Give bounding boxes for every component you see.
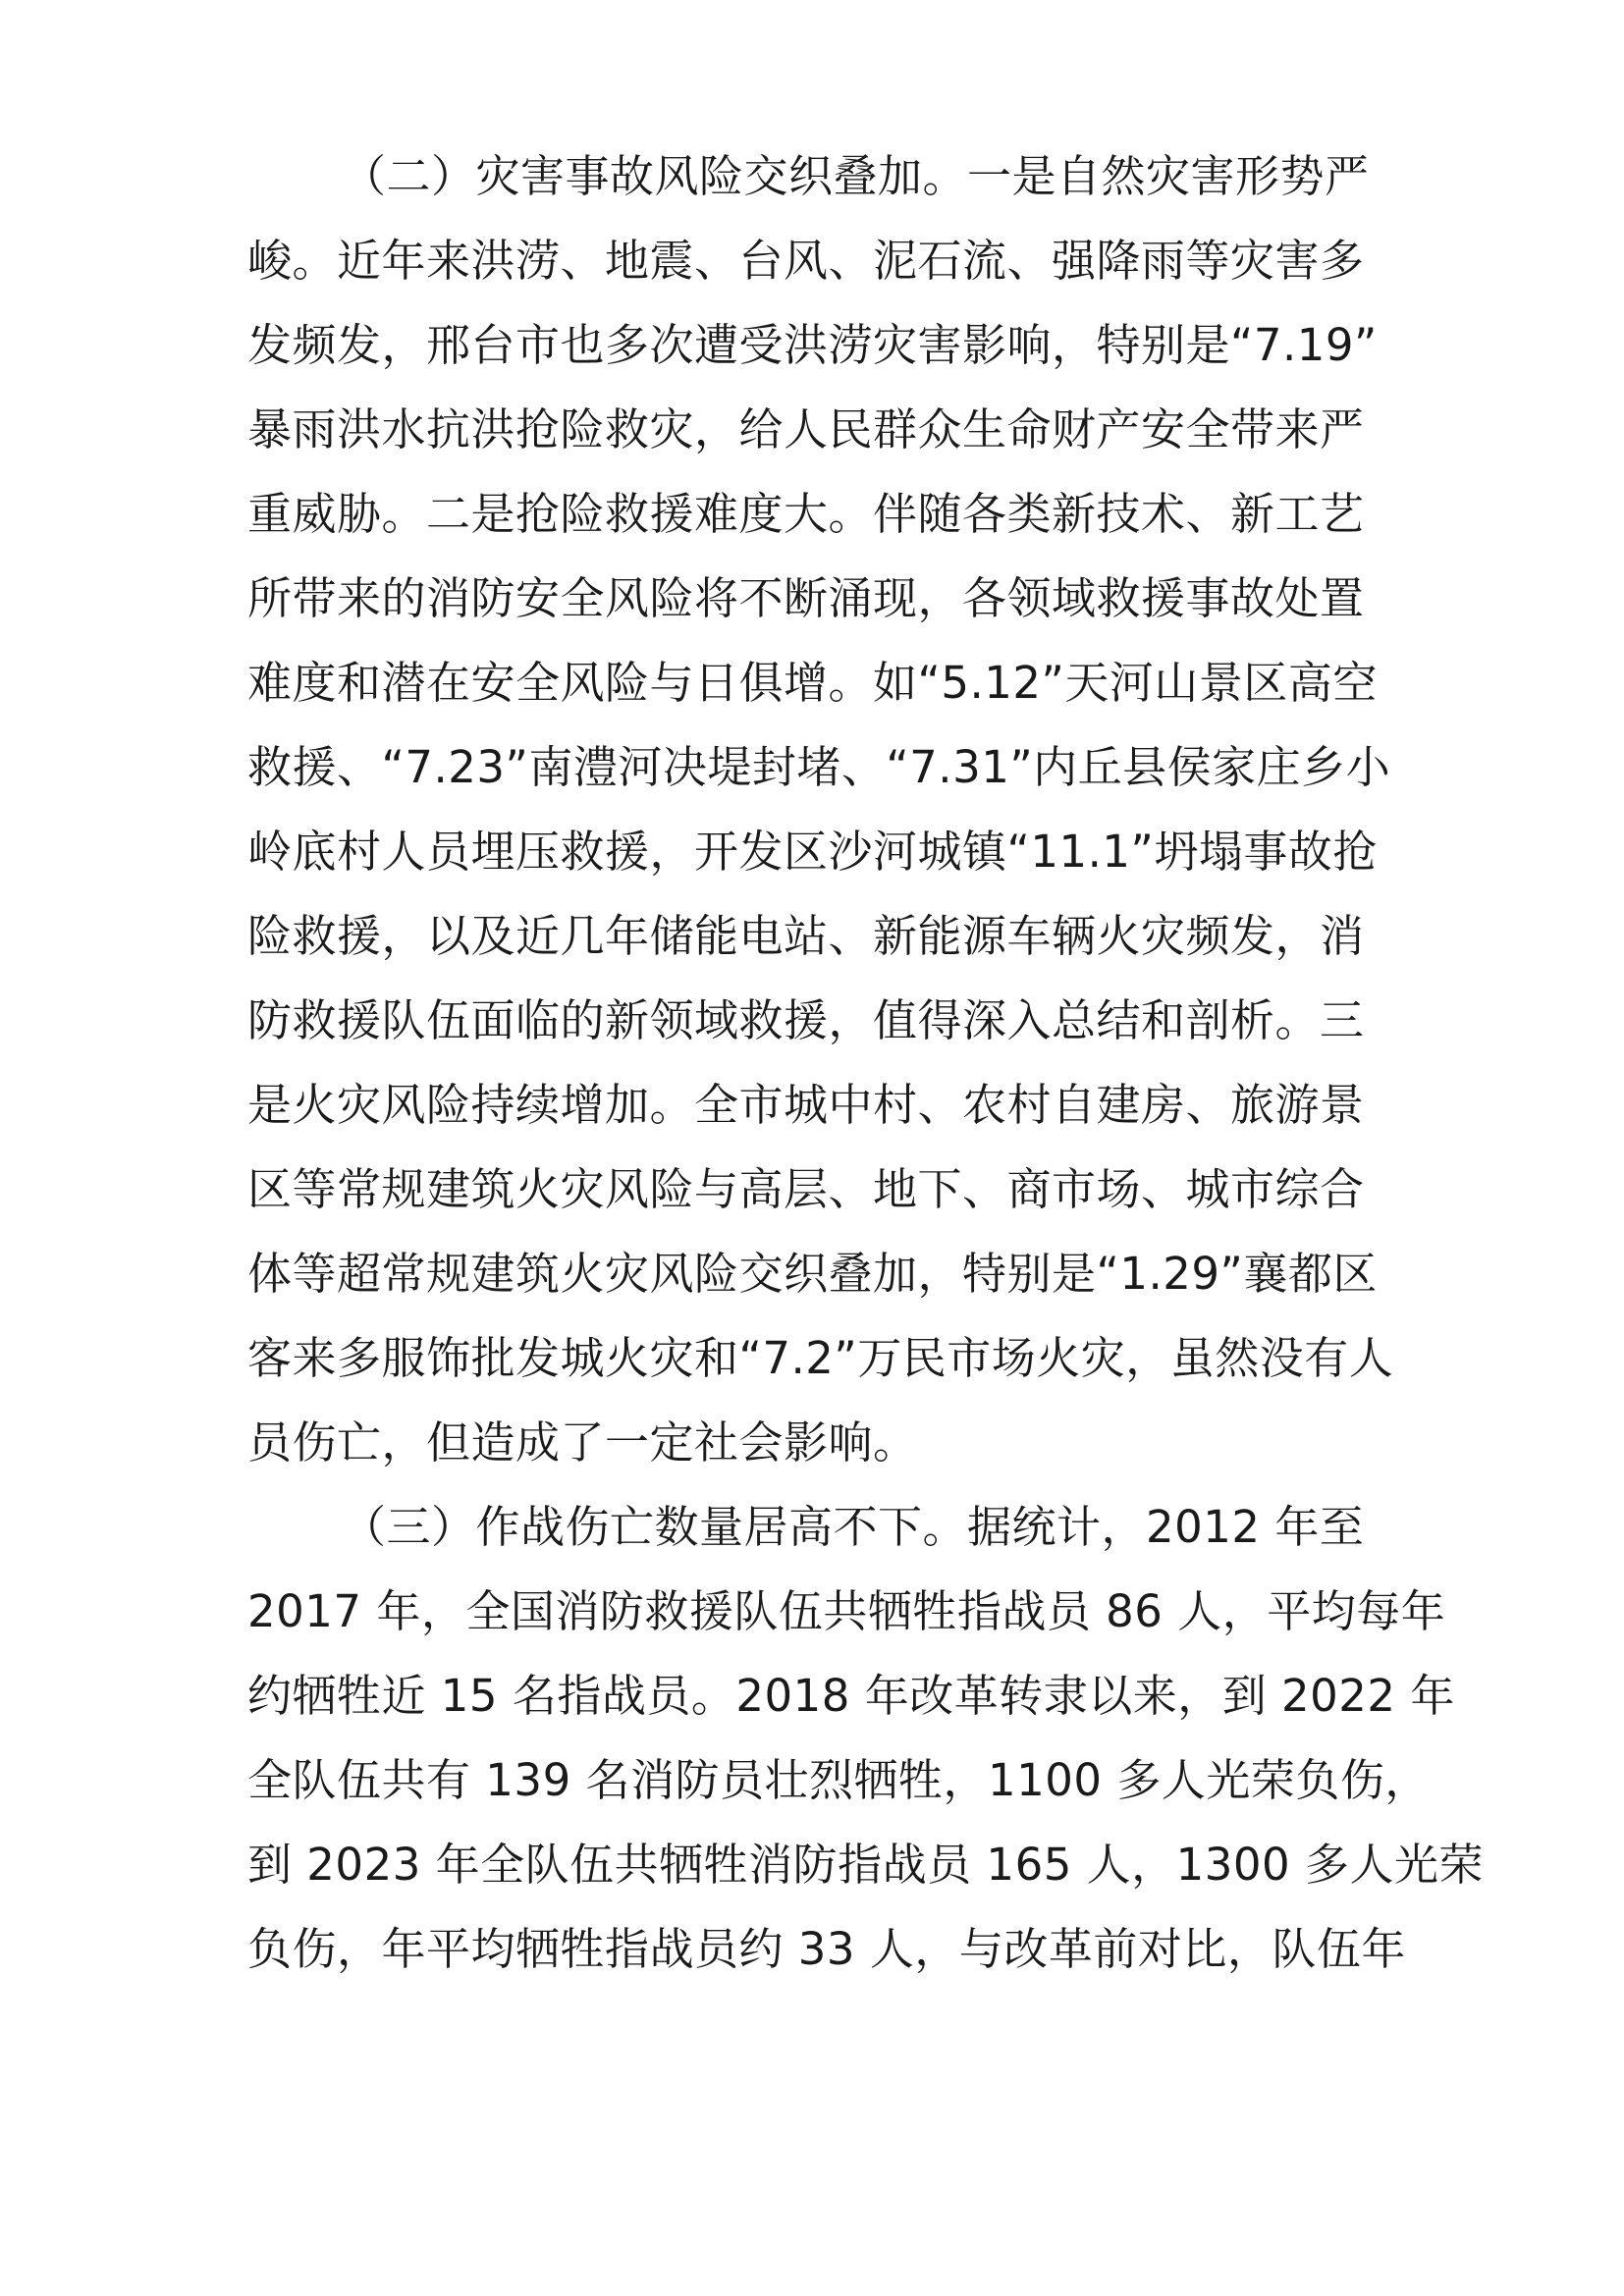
- paragraph-2-line-10: 险救援，以及近几年储能电站、新能源车辆火灾频发，消: [247, 910, 1365, 962]
- paragraph-2-line-6: 所带来的消防安全风险将不断涌现，各领域救援事故处置: [247, 572, 1365, 624]
- paragraph-2-line-12: 是火灾风险持续增加。全市城中村、农村自建房、旅游景: [247, 1079, 1365, 1131]
- paragraph-2-line-2: 峻。近年来洪涝、地震、台风、泥石流、强降雨等灾害多: [247, 235, 1365, 287]
- paragraph-2-line-7: 难度和潜在安全风险与日俱增。如“5.12”天河山景区高空: [247, 657, 1378, 709]
- paragraph-2-line-9: 岭底村人员埋压救援，开发区沙河城镇“11.1”坍塌事故抢: [247, 826, 1378, 878]
- paragraph-3-line-4: 全队伍共有 139 名消防员壮烈牺牲，1100 多人光荣负伤，: [247, 1754, 1430, 1806]
- paragraph-3-line-3: 约牺牲近 15 名指战员。2018 年改革转隶以来，到 2022 年: [247, 1670, 1455, 1722]
- paragraph-3-line-5: 到 2023 年全队伍共牺牲消防指战员 165 人，1300 多人光荣: [247, 1839, 1484, 1891]
- paragraph-2-line-4: 暴雨洪水抗洪抢险救灾，给人民群众生命财产安全带来严: [247, 403, 1365, 455]
- paragraph-2-line-1: （二）灾害事故风险交织叠加。一是自然灾害形势严: [342, 150, 1370, 202]
- paragraph-2-line-3: 发频发，邢台市也多次遭受洪涝灾害影响，特别是“7.19”: [247, 319, 1378, 371]
- paragraph-3-line-2: 2017 年，全国消防救援队伍共牺牲指战员 86 人，平均每年: [247, 1585, 1446, 1637]
- paragraph-2-line-8: 救援、“7.23”南澧河决堤封堵、“7.31”内丘县侯家庄乡小: [247, 741, 1391, 793]
- paragraph-2-line-5: 重威胁。二是抢险救援难度大。伴随各类新技术、新工艺: [247, 488, 1365, 540]
- paragraph-2-line-14: 体等超常规建筑火灾风险交织叠加，特别是“1.29”襄都区: [247, 1248, 1378, 1300]
- paragraph-3-line-6: 负伤，年平均牺牲指战员约 33 人，与改革前对比，队伍年: [247, 1923, 1406, 1975]
- paragraph-2-line-13: 区等常规建筑火灾风险与高层、地下、商市场、城市综合: [247, 1163, 1365, 1215]
- paragraph-3-line-1: （三）作战伤亡数量居高不下。据统计，2012 年至: [342, 1501, 1365, 1553]
- paragraph-2-line-11: 防救援队伍面临的新领域救援，值得深入总结和剖析。三: [247, 994, 1365, 1046]
- paragraph-2-line-16: 员伤亡，但造成了一定社会影响。: [247, 1416, 918, 1468]
- paragraph-2-line-15: 客来多服饰批发城火灾和“7.2”万民市场火灾，虽然没有人: [247, 1332, 1394, 1384]
